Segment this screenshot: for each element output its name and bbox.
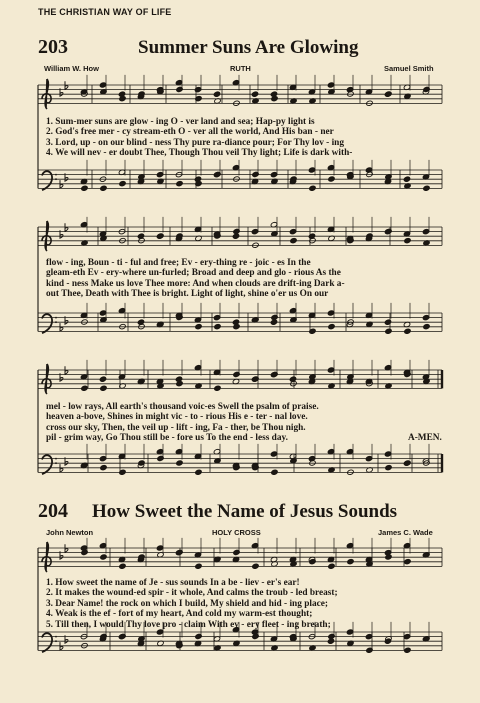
note-head [346,629,353,635]
flat-sign [65,366,68,374]
lyric-line: out Thee, Death with Thee is bright. Light of light, shine o'er us On our [46,289,329,300]
bass-clef [42,314,52,333]
lyric-line: kind - ness Make us love Thee more: And when clouds are drift-ing Dark a- [46,278,345,289]
lyric-line: flow - ing, Boun - ti - ful and free; Ev - ery-thing re - joic - es In the [46,258,311,268]
note-head [252,563,259,569]
hymn-author: William W. How [44,64,99,73]
flat-sign [60,642,63,650]
note-head [365,455,372,461]
hymn-author: John Newton [46,528,94,537]
note-head [403,633,410,639]
lyrics-block [46,402,319,444]
amen-label: A-MEN. [408,433,442,443]
hymn-number: 203 [38,36,68,58]
note-head [176,460,183,466]
note-head [270,451,277,457]
lyric-line: 4. We will nev - er doubt Thee, Though Thou veil Thy light; Life is dark with- [46,148,353,159]
bass-clef [42,455,52,474]
note-head [289,228,296,234]
flat-sign [65,81,68,89]
note-head [213,314,220,320]
note-head [270,171,277,177]
flat-sign [60,464,63,472]
lyric-line: 2. God's free mer - cy stream-eth O - ver all the world, And His ban - ner [46,127,334,138]
lyric-line: heaven a-bove, Shines in might vic - to - rious His e - ter - nal love. [46,412,308,423]
note-head [366,647,373,653]
note-head [100,185,107,191]
note-head [195,469,202,475]
note-head [157,233,164,239]
note-head [404,460,411,466]
note-head [384,319,391,325]
bass-clef-dot [55,636,57,638]
note-head [81,385,88,391]
lyric-line: 3. Lord, up - on our blind - ness Thy pure ra-diance pour; For Thy lov - ing [46,137,344,148]
note-head [404,238,411,244]
note-head [194,86,201,92]
note-head [403,176,410,182]
lyric-line: gleam-eth Ev - ery-where un-furled; Broad and deep and glo - rious As the [46,268,341,279]
lyric-line: cross our sky, Then, the veil up - lift - ing, Fa - ther, be Thou nigh. [46,422,306,433]
lyric-line: mel - low rays, All earth's thousand voic-es Swell the psalm of praise. [46,402,319,412]
note-head [251,228,258,234]
flat-sign [60,323,63,331]
section-title: THE CHRISTIAN WAY OF LIFE [38,7,172,17]
note-head [423,185,430,191]
bass-clef-dot [55,174,57,176]
lyrics-block [46,578,338,630]
note-head [404,647,411,653]
note-head [327,82,334,88]
note-head [328,176,335,182]
note-head [309,185,316,191]
hymn-title: Summer Suns Are Glowing [138,37,359,58]
bass-clef-dot [55,640,57,642]
note-head [99,376,106,382]
note-head [214,324,221,330]
note-head [100,465,107,471]
note-head [100,554,107,560]
bass-clef-dot [55,317,57,319]
note-head [422,314,429,320]
lyric-line: 4. Weak is the ef - fort of my heart, And cold my warm-est thought; [46,609,313,620]
hymn-tune: RUTH [230,64,251,73]
hymn-composer: James C. Wade [378,528,433,537]
bass-clef-dot [55,462,57,464]
note-head [385,328,392,334]
note-head [156,171,163,177]
lyrics-block [46,117,352,159]
lyric-line: 3. Dear Name! the rock on which I build, My shield and hid - ing place; [46,598,328,609]
hymn-number: 204 [38,500,68,522]
hymn-title: How Sweet the Name of Jesus Sounds [92,501,398,522]
note-head [119,563,126,569]
bass-clef-dot [55,321,57,323]
note-head [328,563,335,569]
note-head [214,385,221,391]
bass-clef [42,633,52,652]
note-head [271,469,278,475]
flat-sign [65,544,68,552]
note-head [309,559,316,565]
lyric-line: 2. It makes the wound-ed spir - it whole, And calms the troub - led breast; [46,588,338,599]
lyric-line: 5. Till then, I would Thy love pro - claim With ev - ery fleet - ing breath; [46,619,331,630]
bass-clef-dot [55,178,57,180]
note-head [100,385,107,391]
lyric-line: pil - grim way, Go Thou still be - fore us To the end - less day. [46,433,288,444]
flat-sign [60,180,63,188]
note-head [119,181,126,187]
bass-clef [42,171,52,190]
note-head [404,328,411,334]
note-head [423,324,430,330]
note-head [404,559,411,565]
lyric-line: 1. How sweet the name of Je - sus sounds In a be - liev - er's ear! [46,578,300,588]
note-head [385,91,392,97]
note-head [290,238,297,244]
note-head [156,545,163,551]
note-head [195,563,202,569]
lyric-line: 1. Sum-mer suns are glow - ing O - ver land and sea; Hap-py light is [46,117,315,127]
note-head [347,559,354,565]
note-head [176,181,183,187]
note-head [81,185,88,191]
note-head [99,455,106,461]
note-head [195,324,202,330]
note-head [99,82,106,88]
note-head [365,633,372,639]
note-head [213,91,220,97]
hymn-tune: HOLY CROSS [212,528,261,537]
note-head [99,310,106,316]
note-head [251,91,258,97]
bass-clef-dot [55,458,57,460]
note-head [308,167,315,173]
note-head [384,451,391,457]
lyrics-block [46,258,345,300]
note-head [327,310,334,316]
note-head [422,228,429,234]
hymn-composer: Samuel Smith [384,64,434,73]
flat-sign [65,223,68,231]
note-head [327,367,334,373]
note-head [385,465,392,471]
note-head [328,324,335,330]
